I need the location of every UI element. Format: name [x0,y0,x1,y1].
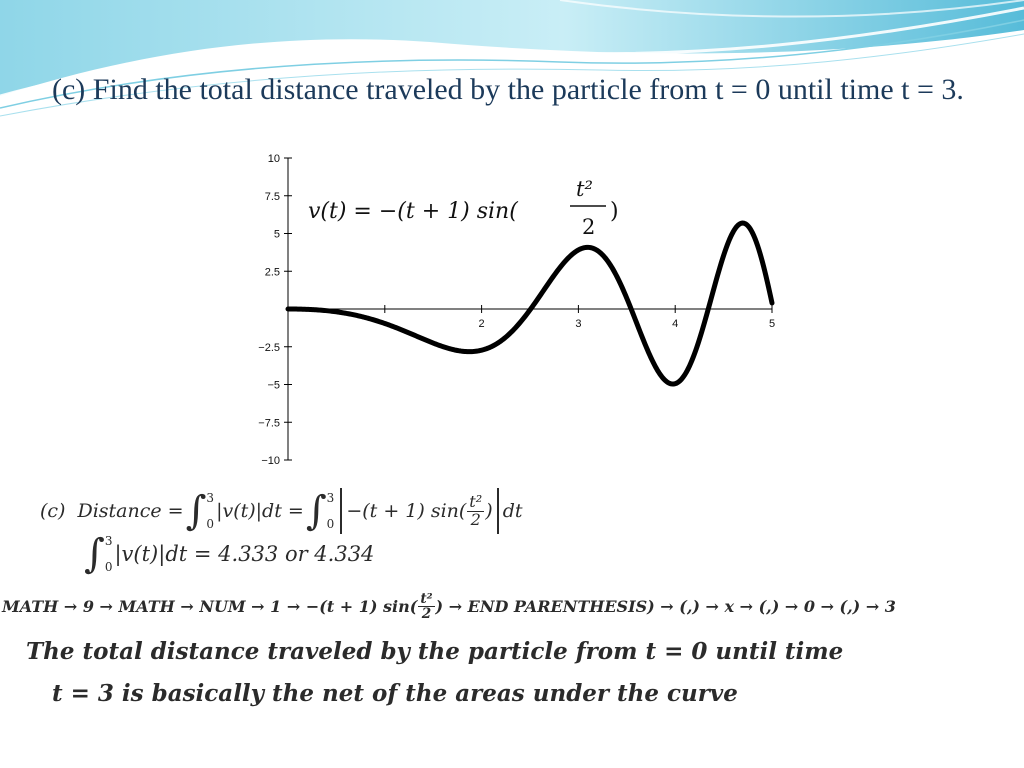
x-tick-label: 4 [672,318,679,330]
fraction-numerator: t² [420,591,433,607]
part-label: (c) [40,500,66,522]
y-tick-label: 10 [267,153,280,165]
abs-bar-right [497,488,499,534]
calculator-steps-a: MATH → 9 → MATH → NUM → 1 → −(t + 1) sin( [2,597,418,617]
integral-lower-limit: 0 [104,560,113,574]
y-tick-label: 5 [273,228,280,241]
calculator-steps-b: ) → END PARENTHESIS) → (,) → x → (,) → 0 → (,) → 3 [435,597,896,617]
equation-label [308,177,619,239]
x-tick-label: 5 [768,318,776,330]
distance-label: Distance = [77,500,184,522]
y-tick-label: −2.5 [258,341,280,354]
equation-denominator: 2 [582,215,596,239]
integral-sign: ∫ 3 0 [84,531,113,577]
integrand-expression: −(t + 1) sin( [346,500,467,522]
chart-svg [248,146,780,472]
calculator-steps [2,592,896,622]
y-tick-label: −7.5 [258,417,280,430]
equation-lhs: v(t) = −(t + 1) sin( [308,199,518,224]
slide-title: (c) Find the total distance traveled by the particle from t = 0 until time t = 3. [52,73,964,106]
dt-label: dt [502,500,523,522]
conclusion-line-2: t = 3 is basically the net of the areas under the curve [52,680,738,707]
integral-sign: ∫ 3 0 [185,488,215,534]
fraction-denominator: 2 [421,606,432,623]
x-tick-label: 2 [478,318,485,330]
y-tick-label: 7.5 [264,190,280,203]
integrand-close: ) [485,500,493,522]
integral-upper-limit: 3 [326,491,335,505]
y-tick-label: 2.5 [264,266,280,279]
x-tick-label: 3 [575,318,582,330]
distance-formula [40,488,523,534]
equation-numerator: t² [576,177,593,201]
velocity-curve [288,223,772,384]
integral-upper-limit: 3 [104,534,113,548]
y-tick-label: −5 [267,379,280,392]
integral-result [82,531,375,577]
integral-upper-limit: 3 [206,491,215,505]
fraction-denominator: 2 [470,509,481,529]
integral-lower-limit: 0 [206,517,215,531]
integral-sign: ∫ 3 0 [305,488,335,534]
y-tick-label: −10 [261,455,280,467]
fraction [418,592,434,622]
result-text: |v(t)|dt = 4.333 or 4.334 [114,542,375,566]
integrand-abs-v: |v(t)|dt = [216,500,304,522]
integral-lower-limit: 0 [326,517,335,531]
velocity-graph [248,146,780,472]
equation-rhs: ) [610,199,619,224]
fraction [467,491,484,529]
abs-bar-left [340,488,342,534]
fraction-numerator: t² [469,491,483,511]
conclusion-line-1: The total distance traveled by the particle from t = 0 until time [26,638,844,665]
